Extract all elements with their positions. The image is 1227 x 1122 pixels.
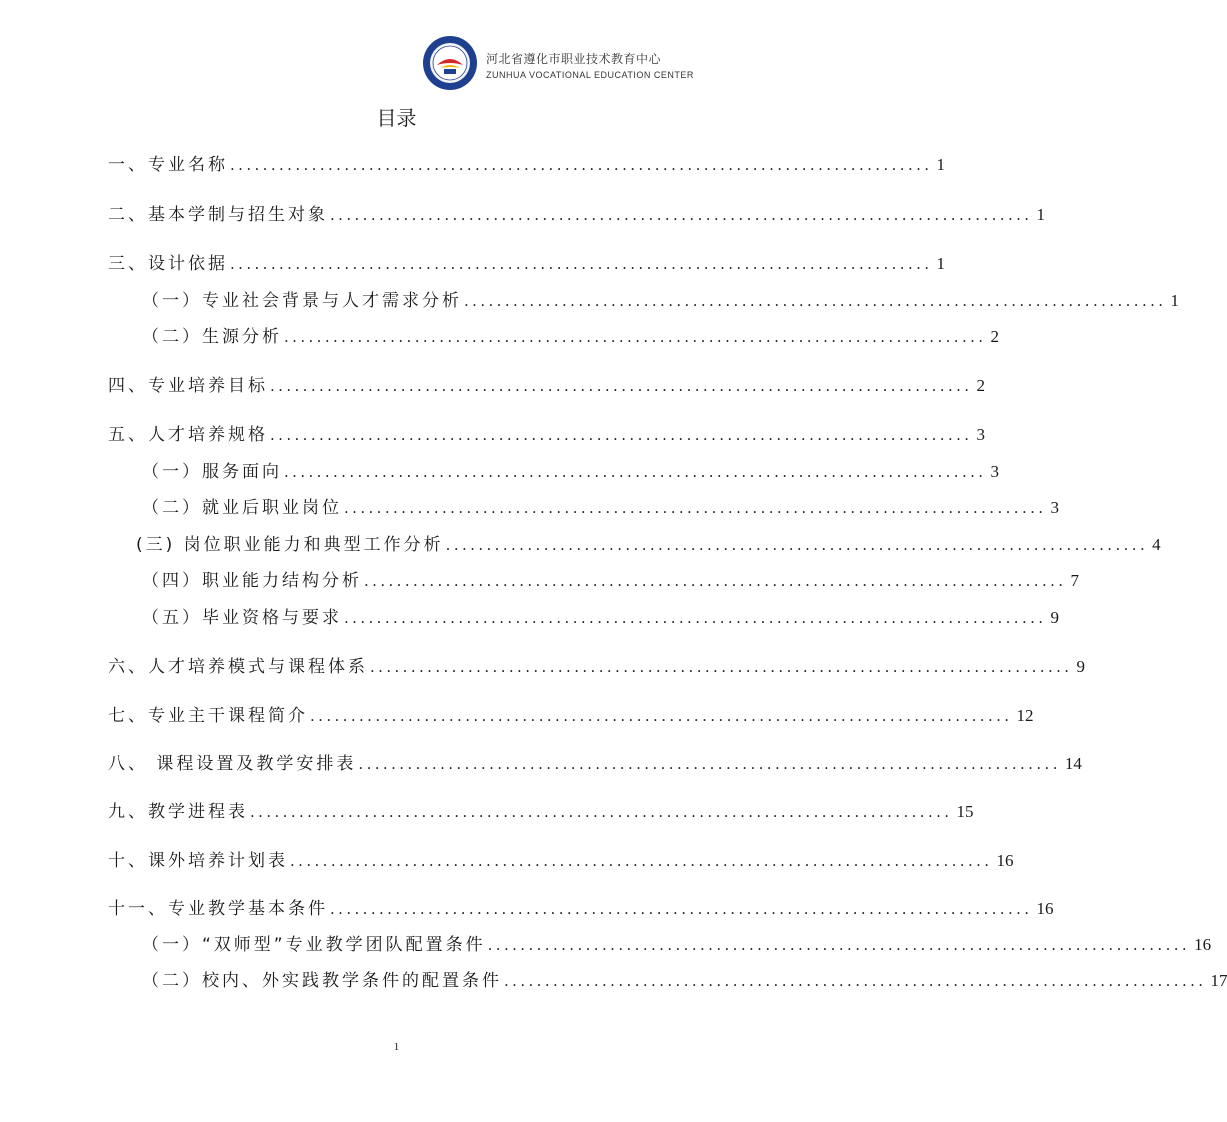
toc-entry-page: 1 (1036, 205, 1045, 224)
toc-entry-page: 4 (1152, 535, 1161, 554)
toc-leader-dots: ...................................................................................... (230, 156, 933, 174)
toc-leader-dots: ...................................................................................... (364, 572, 1067, 590)
toc-entry[interactable] (142, 930, 1212, 960)
toc-leader-dots: ...................................................................................... (330, 900, 1033, 918)
org-name: 河北省遵化市职业技术教育中心 (486, 52, 662, 66)
toc-entry-page: 14 (1064, 754, 1082, 773)
toc-leader-dots: ...................................................................................... (504, 972, 1207, 990)
toc-entry-page: 7 (1070, 571, 1079, 590)
toc-entry-label: 三、设计依据 (108, 254, 228, 274)
toc-entry-label: （四）职业能力结构分析 (142, 571, 362, 591)
toc-leader-dots: ...................................................................................... (344, 609, 1047, 627)
toc-entry-page: 9 (1076, 657, 1085, 676)
toc-leader-dots: ...................................................................................... (250, 803, 953, 821)
toc-entry-page: 3 (990, 462, 999, 481)
toc-leader-dots: ...................................................................................... (230, 255, 933, 273)
toc-entry[interactable] (142, 457, 999, 487)
toc-entry-page: 1 (1170, 291, 1179, 310)
toc-leader-dots: ...................................................................................... (330, 206, 1033, 224)
toc-entry-label: （二）校内、外实践教学条件的配置条件 (142, 971, 502, 991)
toc-entry[interactable] (108, 249, 945, 279)
toc-entry-label: 六、人才培养模式与课程体系 (108, 657, 368, 677)
toc-leader-dots: ...................................................................................... (445, 536, 1149, 554)
toc-entry-label: （一）服务面向 (142, 462, 282, 482)
toc-entry-label: 十一、专业教学基本条件 (108, 899, 328, 919)
toc-leader-dots: ...................................................................................... (270, 377, 973, 395)
toc-entry-label: （二）就业后职业岗位 (142, 498, 342, 518)
toc-entry[interactable] (108, 371, 985, 401)
toc-entry-label: 九、教学进程表 (108, 802, 248, 822)
page-number: 1 (393, 1041, 400, 1053)
toc-entry[interactable] (142, 322, 999, 352)
toc-entry-page: 9 (1050, 608, 1059, 627)
toc-entry-label: (三) 岗位职业能力和典型工作分析 (136, 535, 444, 555)
toc-leader-dots: ...................................................................................... (284, 328, 987, 346)
toc-leader-dots: ...................................................................................... (310, 707, 1013, 725)
toc-leader-dots: ...................................................................................... (284, 463, 987, 481)
toc-entry[interactable] (108, 749, 1082, 779)
toc-leader-dots: ...................................................................................... (464, 292, 1167, 310)
toc-entry-page: 16 (996, 851, 1014, 870)
toc-entry[interactable] (108, 652, 1085, 682)
toc-entry[interactable] (108, 797, 974, 827)
toc-entry[interactable] (108, 846, 1014, 876)
toc-entry-label: （一）专业社会背景与人才需求分析 (142, 291, 462, 311)
toc-entry-label: （一）“双师型”专业教学团队配置条件 (142, 935, 486, 955)
toc-entry-page: 15 (956, 802, 974, 821)
org-name-en: ZUNHUA VOCATIONAL EDUCATION CENTER (486, 70, 694, 80)
toc-leader-dots: ...................................................................................... (487, 936, 1191, 954)
toc-entry-page: 16 (1036, 899, 1054, 918)
school-logo-icon (422, 35, 478, 91)
toc-entry-page: 2 (976, 376, 985, 395)
toc-entry[interactable] (108, 150, 945, 180)
toc-entry-page: 1 (936, 155, 945, 174)
toc-entry-label: 十、课外培养计划表 (108, 851, 288, 871)
toc-entry-page: 17 (1210, 971, 1227, 990)
toc-entry-page: 2 (990, 327, 999, 346)
toc-entry[interactable] (142, 603, 1059, 633)
toc-entry-label: 七、专业主干课程简介 (108, 706, 308, 726)
toc-entry[interactable] (142, 286, 1179, 316)
toc-entry-page: 1 (936, 254, 945, 273)
toc-entry[interactable] (142, 966, 1227, 996)
toc-entry[interactable] (142, 493, 1059, 523)
toc-entry[interactable] (136, 530, 1161, 560)
toc-entry-page: 16 (1194, 935, 1212, 954)
toc-entry-label: 一、专业名称 (108, 155, 228, 175)
toc-entry-label: 四、专业培养目标 (108, 376, 268, 396)
toc-entry-label: 八、 课程设置及教学安排表 (108, 754, 357, 774)
toc-entry[interactable] (108, 200, 1045, 230)
toc-entry-page: 3 (976, 425, 985, 444)
toc-entry[interactable] (142, 566, 1079, 596)
toc-leader-dots: ...................................................................................... (270, 426, 973, 444)
toc-entry-label: （五）毕业资格与要求 (142, 608, 342, 628)
toc-entry[interactable] (108, 420, 985, 450)
toc-entry-page: 12 (1016, 706, 1034, 725)
toc-entry-page: 3 (1050, 498, 1059, 517)
toc-leader-dots: ...................................................................................... (290, 852, 993, 870)
toc-entry[interactable] (108, 701, 1034, 731)
toc-entry-label: 五、人才培养规格 (108, 425, 268, 445)
toc-entry-label: （二）生源分析 (142, 327, 282, 347)
toc-entry-label: 二、基本学制与招生对象 (108, 205, 328, 225)
page-title: 目录 (376, 106, 417, 130)
toc-entry[interactable] (108, 894, 1054, 924)
toc-leader-dots: ...................................................................................... (358, 755, 1061, 773)
toc-leader-dots: ...................................................................................... (370, 658, 1073, 676)
toc-leader-dots: ...................................................................................... (344, 499, 1047, 517)
